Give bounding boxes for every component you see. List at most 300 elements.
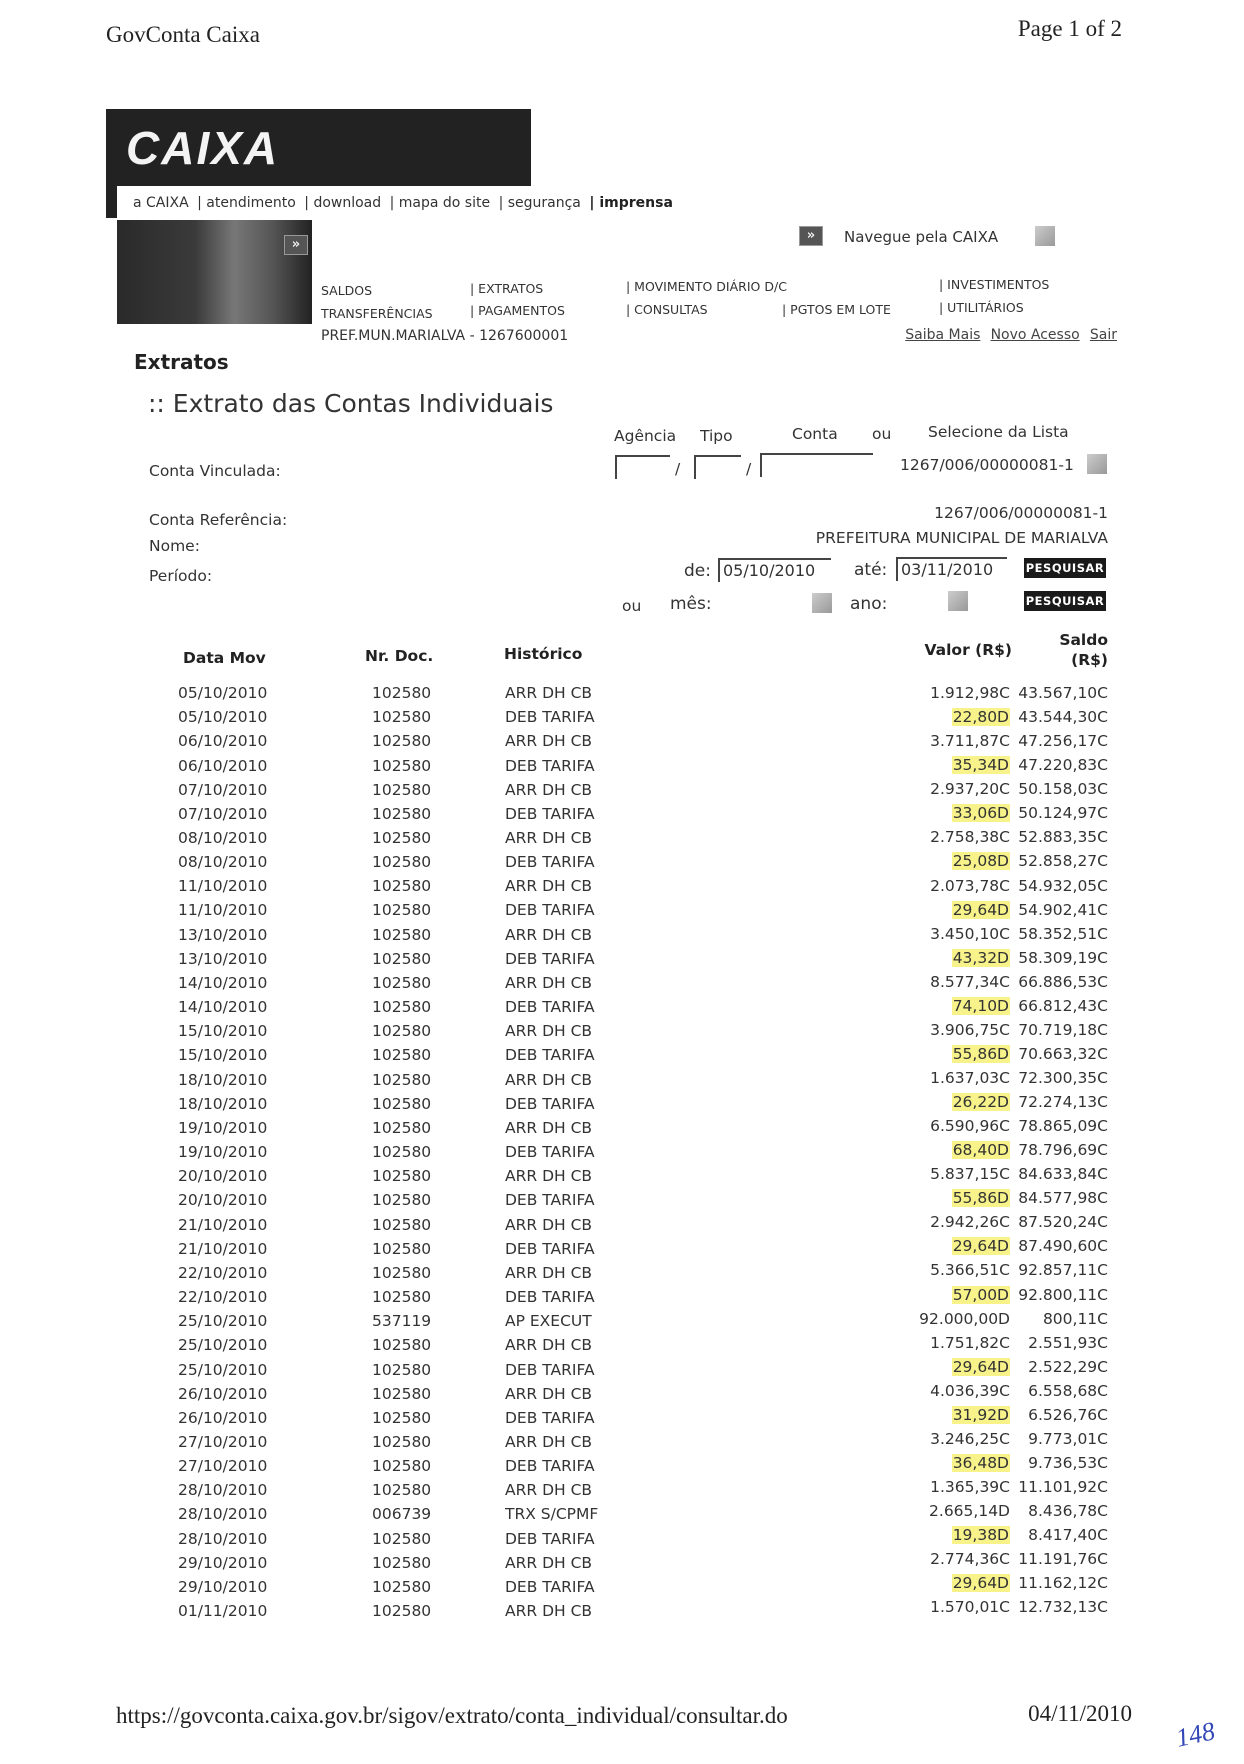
saldo-cell-text: 66.886,53C bbox=[1018, 972, 1108, 991]
historico-cell-text: ARR DH CB bbox=[505, 925, 593, 944]
valor-cell bbox=[930, 1069, 1010, 1087]
doc-cell-text: 102580 bbox=[372, 804, 432, 823]
date-cell bbox=[178, 998, 267, 1016]
saldo-cell bbox=[1018, 925, 1108, 943]
historico-cell-text: DEB TARIFA bbox=[505, 1360, 595, 1379]
valor-cell bbox=[930, 1165, 1010, 1183]
agencia-header: Agência bbox=[614, 427, 677, 445]
top-links bbox=[133, 195, 673, 211]
valor-cell bbox=[930, 684, 1010, 702]
doc-cell-text: 102580 bbox=[372, 1094, 432, 1113]
doc-cell bbox=[372, 732, 431, 750]
date-cell-text: 25/10/2010 bbox=[178, 1312, 268, 1331]
valor-cell bbox=[952, 949, 1010, 967]
valor-cell-text: 4.036,39C bbox=[930, 1381, 1010, 1400]
doc-cell bbox=[372, 998, 431, 1016]
historico-cell bbox=[505, 1312, 592, 1330]
ou-header: ou bbox=[872, 425, 892, 443]
doc-cell-text: 102580 bbox=[372, 1118, 432, 1137]
date-cell bbox=[178, 1530, 267, 1548]
doc-cell bbox=[372, 1578, 431, 1596]
date-cell bbox=[178, 1240, 267, 1258]
date-cell bbox=[178, 974, 267, 992]
date-cell-text: 07/10/2010 bbox=[178, 780, 268, 799]
valor-cell-text: 2.937,20C bbox=[930, 780, 1010, 799]
footer-url: https://govconta.caixa.gov.br/sigov/extrato/conta_individual/consultar.do bbox=[116, 1703, 788, 1728]
date-cell-text: 28/10/2010 bbox=[178, 1481, 268, 1500]
saldo-cell bbox=[1028, 1334, 1108, 1352]
date-cell bbox=[178, 853, 267, 871]
date-cell-text: 07/10/2010 bbox=[178, 804, 268, 823]
historico-cell bbox=[505, 853, 595, 871]
doc-cell-text: 102580 bbox=[372, 1288, 432, 1306]
historico-cell-text: ARR DH CB bbox=[505, 1070, 593, 1089]
link-a-caixa[interactable]: a CAIXA bbox=[133, 195, 189, 211]
saldo-cell-text: 43.544,30C bbox=[1018, 708, 1108, 727]
saldo-cell bbox=[1018, 1261, 1108, 1279]
menu-consultas[interactable]: | CONSULTAS bbox=[626, 302, 708, 317]
saldo-cell bbox=[1018, 1574, 1108, 1592]
menu-saldos[interactable]: SALDOS bbox=[321, 283, 373, 298]
link-atendimento[interactable]: | atendimento bbox=[197, 195, 296, 211]
valor-cell-text: 92.000,00D bbox=[919, 1309, 1010, 1328]
navegue-arrows-icon[interactable]: » bbox=[799, 226, 823, 246]
link-mapa-do-site[interactable]: | mapa do site bbox=[389, 195, 491, 211]
valor-cell bbox=[952, 804, 1010, 822]
valor-cell bbox=[930, 973, 1010, 991]
valor-cell-text: 68,40D bbox=[952, 1141, 1009, 1160]
header-saldo: Saldo bbox=[1059, 631, 1108, 649]
menu-utilitarios[interactable]: | UTILITÁRIOS bbox=[939, 300, 1024, 315]
doc-cell bbox=[372, 1143, 431, 1161]
doc-cell bbox=[372, 1046, 431, 1064]
historico-cell-text: ARR DH CB bbox=[505, 1433, 593, 1451]
doc-cell-text: 102580 bbox=[372, 1577, 432, 1596]
saldo-cell bbox=[1018, 1045, 1108, 1063]
saiba-mais-link[interactable]: Saiba Mais bbox=[905, 327, 981, 343]
date-cell-text: 15/10/2010 bbox=[178, 1022, 268, 1041]
historico-cell-text: DEB TARIFA bbox=[505, 1046, 595, 1065]
historico-cell bbox=[505, 1119, 592, 1137]
historico-cell bbox=[505, 1288, 595, 1306]
date-cell bbox=[178, 757, 267, 775]
ano-dropdown-icon[interactable] bbox=[948, 591, 968, 611]
menu-pgtos-lote[interactable]: | PGTOS EM LOTE bbox=[782, 302, 891, 317]
valor-cell-text: 3.246,25C bbox=[930, 1429, 1010, 1448]
separator: / bbox=[675, 460, 681, 478]
page-indicator: Page 1 of 2 bbox=[1017, 16, 1122, 41]
date-cell-text: 18/10/2010 bbox=[178, 1070, 268, 1089]
saldo-cell-text: 70.663,32C bbox=[1018, 1044, 1108, 1063]
saldo-cell-text: 54.902,41C bbox=[1018, 900, 1108, 919]
doc-cell-text: 102580 bbox=[372, 1191, 432, 1210]
navegue-label[interactable]: Navegue pela CAIXA bbox=[844, 228, 999, 246]
historico-cell-text: ARR DH CB bbox=[505, 732, 593, 751]
date-cell-text: 01/11/2010 bbox=[178, 1602, 268, 1621]
header-nr-doc: Nr. Doc. bbox=[365, 647, 434, 665]
valor-cell bbox=[952, 1237, 1010, 1255]
doc-cell bbox=[372, 1216, 431, 1234]
historico-cell-text: ARR DH CB bbox=[505, 1118, 593, 1137]
menu-investimentos[interactable]: | INVESTIMENTOS bbox=[939, 277, 1050, 292]
valor-cell bbox=[930, 925, 1010, 943]
saldo-cell bbox=[1018, 804, 1108, 822]
navegue-dropdown-icon[interactable] bbox=[1035, 226, 1055, 246]
date-cell bbox=[178, 1216, 267, 1234]
tipo-input[interactable] bbox=[694, 455, 741, 479]
valor-cell-text: 2.758,38C bbox=[930, 828, 1010, 847]
doc-cell bbox=[372, 1481, 431, 1499]
lista-header: Selecione da Lista bbox=[928, 423, 1069, 441]
forward-arrows-icon[interactable]: » bbox=[284, 235, 308, 255]
historico-cell bbox=[505, 1433, 592, 1451]
saldo-cell bbox=[1018, 949, 1108, 967]
historico-cell bbox=[505, 1095, 595, 1113]
historico-cell-text: DEB TARIFA bbox=[505, 949, 595, 968]
date-cell-text: 11/10/2010 bbox=[178, 901, 268, 920]
conta-header: Conta bbox=[792, 425, 838, 443]
header-data-mov: Data Mov bbox=[183, 649, 266, 667]
page-title: :: Extrato das Contas Individuais bbox=[148, 389, 554, 418]
saldo-cell bbox=[1018, 1213, 1108, 1231]
valor-cell bbox=[952, 1093, 1010, 1111]
sair-link[interactable]: Sair bbox=[1089, 327, 1117, 343]
saldo-cell-text: 87.490,60C bbox=[1018, 1237, 1108, 1256]
historico-cell-text: TRX S/CPMF bbox=[505, 1505, 599, 1524]
historico-cell bbox=[505, 1240, 595, 1258]
doc-cell-text: 102580 bbox=[372, 1263, 432, 1282]
date-cell-text: 29/10/2010 bbox=[178, 1553, 268, 1572]
valor-cell-text: 1.751,82C bbox=[930, 1333, 1010, 1352]
doc-cell bbox=[372, 926, 431, 944]
date-cell bbox=[178, 1071, 267, 1089]
valor-cell-text: 3.906,75C bbox=[930, 1020, 1010, 1039]
date-cell bbox=[178, 1578, 267, 1596]
date-cell-text: 05/10/2010 bbox=[178, 708, 268, 727]
valor-cell bbox=[952, 901, 1010, 919]
date-cell-text: 13/10/2010 bbox=[178, 925, 268, 944]
date-cell-text: 13/10/2010 bbox=[178, 949, 268, 968]
saldo-cell bbox=[1018, 1165, 1108, 1183]
historico-cell bbox=[505, 829, 592, 847]
date-cell bbox=[178, 1554, 267, 1572]
doc-cell bbox=[372, 1385, 431, 1403]
historico-cell-text: DEB TARIFA bbox=[505, 1143, 595, 1161]
historico-cell bbox=[505, 1167, 592, 1185]
date-cell bbox=[178, 877, 267, 895]
date-cell bbox=[178, 1602, 267, 1620]
saldo-cell bbox=[1018, 1069, 1108, 1087]
valor-cell-text: 1.365,39C bbox=[930, 1478, 1010, 1496]
doc-cell-text: 102580 bbox=[372, 1433, 432, 1451]
saldo-cell bbox=[1018, 1141, 1108, 1159]
doc-cell-text: 102580 bbox=[372, 732, 432, 751]
link-imprensa[interactable]: | imprensa bbox=[589, 195, 673, 211]
doc-cell bbox=[372, 757, 431, 775]
menu-extratos[interactable]: | EXTRATOS bbox=[470, 281, 544, 296]
footer-date: 04/11/2010 bbox=[1028, 1701, 1132, 1726]
nome-value: PREFEITURA MUNICIPAL DE MARIALVA bbox=[815, 529, 1108, 547]
saldo-cell bbox=[1028, 1358, 1108, 1376]
saldo-cell bbox=[1018, 780, 1108, 798]
date-cell bbox=[178, 781, 267, 799]
saldo-cell bbox=[1018, 1117, 1108, 1135]
doc-cell bbox=[372, 1071, 431, 1089]
date-cell bbox=[178, 1022, 267, 1040]
historico-cell-text: ARR DH CB bbox=[505, 1384, 593, 1403]
caixa-banner bbox=[106, 109, 531, 186]
valor-cell-text: 74,10D bbox=[952, 996, 1009, 1015]
historico-cell bbox=[505, 1264, 592, 1282]
historico-cell-text: ARR DH CB bbox=[505, 1263, 593, 1282]
doc-cell-text: 102580 bbox=[372, 1457, 432, 1476]
doc-cell bbox=[372, 1361, 431, 1379]
doc-cell-text: 102580 bbox=[372, 684, 432, 702]
date-cell bbox=[178, 901, 267, 919]
doc-cell-text: 102580 bbox=[372, 973, 432, 992]
lista-dropdown-icon[interactable] bbox=[1087, 454, 1107, 474]
doc-cell-text: 006739 bbox=[372, 1505, 432, 1524]
valor-cell bbox=[952, 1574, 1010, 1592]
historico-cell bbox=[505, 1361, 595, 1379]
valor-cell bbox=[930, 1430, 1010, 1448]
date-cell-text: 15/10/2010 bbox=[178, 1046, 268, 1065]
historico-cell bbox=[505, 1481, 592, 1499]
date-from-input[interactable]: 05/10/2010 bbox=[718, 558, 831, 582]
date-cell-text: 21/10/2010 bbox=[178, 1239, 268, 1258]
historico-cell-text: ARR DH CB bbox=[505, 1602, 593, 1621]
date-cell-text: 19/10/2010 bbox=[178, 1143, 268, 1161]
saldo-cell-text: 11.162,12C bbox=[1018, 1574, 1108, 1593]
ou-label: ou bbox=[622, 597, 642, 615]
valor-cell-text: 29,64D bbox=[952, 900, 1009, 919]
date-cell bbox=[178, 1046, 267, 1064]
doc-cell bbox=[372, 1264, 431, 1282]
historico-cell-text: DEB TARIFA bbox=[505, 1288, 595, 1306]
menu-transferencias[interactable]: TRANSFERÊNCIAS bbox=[321, 306, 433, 321]
conta-input[interactable] bbox=[760, 453, 873, 477]
doc-cell-text: 102580 bbox=[372, 1215, 432, 1234]
date-cell-text: 18/10/2010 bbox=[178, 1094, 268, 1113]
doc-cell bbox=[372, 1119, 431, 1137]
saldo-cell-text: 50.158,03C bbox=[1018, 780, 1108, 799]
valor-cell-text: 29,64D bbox=[952, 1574, 1009, 1593]
date-cell bbox=[178, 1264, 267, 1282]
valor-cell-text: 6.590,96C bbox=[930, 1117, 1010, 1136]
historico-cell-text: DEB TARIFA bbox=[505, 708, 595, 727]
agencia-input[interactable] bbox=[615, 455, 670, 479]
date-cell bbox=[178, 684, 267, 702]
historico-cell-text: ARR DH CB bbox=[505, 877, 593, 896]
saldo-cell bbox=[1018, 684, 1108, 702]
doc-cell-text: 102580 bbox=[372, 756, 432, 775]
saldo-cell bbox=[1018, 756, 1108, 774]
doc-cell-text: 102580 bbox=[372, 780, 432, 799]
date-cell-text: 05/10/2010 bbox=[178, 684, 268, 702]
saldo-cell bbox=[1018, 1021, 1108, 1039]
mes-dropdown-icon[interactable] bbox=[812, 593, 832, 613]
date-cell-text: 14/10/2010 bbox=[178, 973, 268, 992]
valor-cell-text: 36,48D bbox=[952, 1453, 1009, 1472]
date-cell-text: 25/10/2010 bbox=[178, 1360, 268, 1379]
valor-cell bbox=[930, 1213, 1010, 1231]
ano-label: ano: bbox=[850, 594, 888, 614]
historico-cell bbox=[505, 708, 595, 726]
doc-cell-text: 102580 bbox=[372, 1239, 432, 1258]
saldo-cell-text: 78.796,69C bbox=[1018, 1141, 1108, 1160]
valor-cell bbox=[952, 1406, 1010, 1424]
handwritten-page-number: 148 bbox=[1173, 1716, 1218, 1753]
valor-cell bbox=[952, 1454, 1010, 1472]
periodo-label: Período: bbox=[149, 567, 213, 585]
date-cell-text: 08/10/2010 bbox=[178, 829, 268, 847]
date-cell bbox=[178, 1119, 267, 1137]
separator: / bbox=[746, 460, 752, 478]
saldo-cell-text: 6.526,76C bbox=[1028, 1405, 1108, 1424]
saldo-cell-text: 58.352,51C bbox=[1018, 924, 1108, 943]
saldo-cell-text: 6.558,68C bbox=[1028, 1381, 1108, 1400]
saldo-cell bbox=[1028, 1502, 1108, 1520]
user-line: PREF.MUN.MARIALVA - 1267600001 bbox=[321, 328, 569, 344]
historico-cell bbox=[505, 1071, 592, 1089]
saldo-cell-text: 70.719,18C bbox=[1018, 1020, 1108, 1039]
historico-cell-text: DEB TARIFA bbox=[505, 1529, 595, 1548]
doc-cell bbox=[372, 1167, 431, 1185]
saldo-cell-text: 8.436,78C bbox=[1028, 1502, 1108, 1520]
date-cell-text: 20/10/2010 bbox=[178, 1167, 268, 1186]
date-cell bbox=[178, 1312, 267, 1330]
saldo-cell-text: 47.220,83C bbox=[1018, 756, 1108, 775]
valor-cell-text: 22,80D bbox=[952, 708, 1009, 727]
de-label: de: bbox=[684, 561, 711, 581]
valor-cell-text: 31,92D bbox=[952, 1405, 1009, 1424]
historico-cell bbox=[505, 1143, 595, 1161]
valor-cell-text: 1.912,98C bbox=[930, 684, 1010, 702]
doc-cell bbox=[372, 805, 431, 823]
valor-cell-text: 2.073,78C bbox=[930, 876, 1010, 895]
date-cell bbox=[178, 1095, 267, 1113]
date-to-input[interactable]: 03/11/2010 bbox=[896, 557, 1007, 581]
app-title: GovConta Caixa bbox=[106, 22, 260, 47]
menu-pagamentos[interactable]: | PAGAMENTOS bbox=[470, 303, 565, 318]
historico-cell-text: DEB TARIFA bbox=[505, 853, 595, 872]
valor-cell bbox=[952, 756, 1010, 774]
doc-cell-text: 102580 bbox=[372, 901, 432, 920]
doc-cell bbox=[372, 877, 431, 895]
saldo-cell-text: 2.522,29C bbox=[1028, 1357, 1108, 1376]
novo-acesso-link[interactable]: Novo Acesso bbox=[990, 327, 1080, 343]
pesquisar-mes-button[interactable]: PESQUISAR bbox=[1024, 591, 1106, 611]
date-cell-text: 06/10/2010 bbox=[178, 756, 268, 775]
saldo-cell-text: 52.858,27C bbox=[1018, 852, 1108, 871]
historico-cell-text: ARR DH CB bbox=[505, 1022, 593, 1041]
doc-cell bbox=[372, 1554, 431, 1572]
valor-cell bbox=[930, 1261, 1010, 1279]
valor-cell bbox=[952, 997, 1010, 1015]
saldo-cell-text: 92.857,11C bbox=[1018, 1261, 1108, 1280]
doc-cell-text: 102580 bbox=[372, 1408, 432, 1427]
historico-cell bbox=[505, 1022, 592, 1040]
nome-label: Nome: bbox=[149, 537, 200, 555]
menu-movimento[interactable]: | MOVIMENTO DIÁRIO D/C bbox=[626, 279, 787, 294]
valor-cell bbox=[952, 1045, 1010, 1063]
saldo-cell bbox=[1043, 1310, 1108, 1328]
doc-cell bbox=[372, 1022, 431, 1040]
valor-cell-text: 1.570,01C bbox=[930, 1598, 1010, 1617]
valor-cell-text: 25,08D bbox=[952, 852, 1009, 871]
valor-cell bbox=[952, 1189, 1010, 1207]
ate-label: até: bbox=[854, 560, 888, 580]
historico-cell-text: DEB TARIFA bbox=[505, 1577, 595, 1596]
link-download[interactable]: | download bbox=[304, 195, 382, 211]
date-cell bbox=[178, 1143, 267, 1161]
doc-cell-text: 102580 bbox=[372, 949, 432, 968]
date-cell bbox=[178, 1288, 267, 1306]
valor-cell bbox=[930, 877, 1010, 895]
historico-cell bbox=[505, 781, 592, 799]
caixa-logo: CAIXA bbox=[126, 122, 280, 174]
doc-cell-text: 102580 bbox=[372, 1022, 432, 1041]
historico-cell-text: ARR DH CB bbox=[505, 780, 593, 799]
saldo-cell-text: 84.633,84C bbox=[1018, 1165, 1108, 1184]
valor-cell-text: 1.637,03C bbox=[930, 1069, 1010, 1087]
section-title: Extratos bbox=[134, 350, 229, 374]
valor-cell bbox=[930, 1334, 1010, 1352]
saldo-cell-text: 9.736,53C bbox=[1028, 1453, 1108, 1472]
link-seguranca[interactable]: | segurança bbox=[498, 195, 581, 211]
saldo-cell bbox=[1018, 828, 1108, 846]
valor-cell bbox=[952, 1526, 1010, 1544]
date-cell bbox=[178, 1361, 267, 1379]
doc-cell-text: 102580 bbox=[372, 1602, 432, 1621]
doc-cell-text: 102580 bbox=[372, 925, 432, 944]
historico-cell bbox=[505, 1530, 595, 1548]
valor-cell bbox=[930, 1598, 1010, 1616]
valor-cell-text: 2.665,14D bbox=[929, 1502, 1010, 1520]
saldo-cell bbox=[1018, 1286, 1108, 1304]
doc-cell bbox=[372, 1530, 431, 1548]
saldo-cell-text: 66.812,43C bbox=[1018, 996, 1108, 1015]
conta-lista-select[interactable]: 1267/006/00000081-1 bbox=[900, 456, 1074, 474]
historico-cell-text: DEB TARIFA bbox=[505, 998, 595, 1017]
doc-cell-text: 102580 bbox=[372, 1046, 432, 1065]
doc-cell-text: 537119 bbox=[372, 1312, 432, 1331]
saldo-cell bbox=[1028, 1526, 1108, 1544]
historico-cell bbox=[505, 1216, 592, 1234]
valor-cell-text: 33,06D bbox=[952, 804, 1009, 823]
saldo-cell-text: 9.773,01C bbox=[1028, 1429, 1108, 1448]
historico-cell bbox=[505, 684, 592, 702]
saldo-cell-text: 58.309,19C bbox=[1018, 948, 1108, 967]
date-cell-text: 29/10/2010 bbox=[178, 1577, 268, 1596]
historico-cell bbox=[505, 805, 595, 823]
doc-cell-text: 102580 bbox=[372, 1384, 432, 1403]
date-cell bbox=[178, 732, 267, 750]
historico-cell-text: ARR DH CB bbox=[505, 1167, 593, 1186]
valor-cell-text: 19,38D bbox=[952, 1526, 1009, 1545]
doc-cell bbox=[372, 684, 431, 702]
historico-cell-text: DEB TARIFA bbox=[505, 804, 595, 823]
historico-cell-text: ARR DH CB bbox=[505, 1336, 593, 1355]
doc-cell bbox=[372, 974, 431, 992]
doc-cell-text: 102580 bbox=[372, 877, 432, 896]
historico-cell bbox=[505, 1578, 595, 1596]
date-cell bbox=[178, 1457, 267, 1475]
pesquisar-periodo-button[interactable]: PESQUISAR bbox=[1024, 558, 1106, 578]
historico-cell bbox=[505, 1457, 595, 1475]
date-cell-text: 28/10/2010 bbox=[178, 1529, 268, 1548]
doc-cell-text: 102580 bbox=[372, 1529, 432, 1548]
